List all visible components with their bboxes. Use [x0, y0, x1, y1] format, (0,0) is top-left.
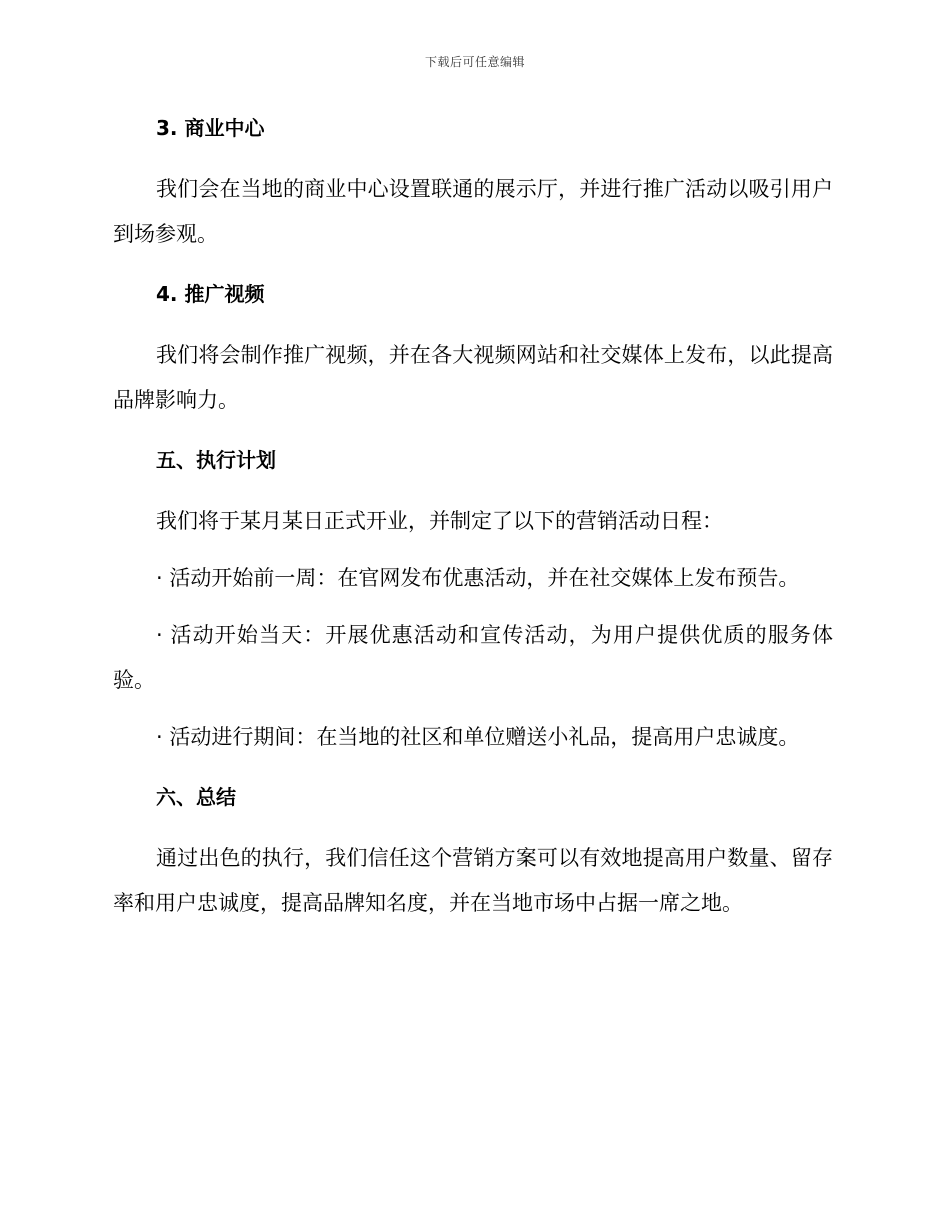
section-heading-promo-video: 4. 推广视频 [156, 282, 265, 306]
document-body [113, 112, 833, 926]
page-header: 下载后可任意编辑 [424, 55, 525, 69]
schedule-item: · 活动开始前一周：在官网发布优惠活动，并在社交媒体上发布预告。 [156, 566, 800, 590]
paragraph-commercial-center: 我们会在当地的商业中心设置联通的展示厅，并进行推广活动以吸引用户到场参观。 [113, 177, 833, 246]
paragraph-execution-intro: 我们将于某月某日正式开业，并制定了以下的营销活动日程： [156, 509, 723, 533]
schedule-item: · 活动进行期间：在当地的社区和单位赠送小礼品，提高用户忠诚度。 [156, 725, 800, 749]
section-heading-execution-plan: 五、执行计划 [156, 448, 276, 472]
section-heading-summary: 六、总结 [156, 785, 236, 809]
schedule-item: · 活动开始当天：开展优惠活动和宣传活动，为用户提供优质的服务体验。 [113, 623, 833, 692]
paragraph-promo-video: 我们将会制作推广视频，并在各大视频网站和社交媒体上发布，以此提高品牌影响力。 [113, 343, 833, 412]
paragraph-summary: 通过出色的执行，我们信任这个营销方案可以有效地提高用户数量、留存率和用户忠诚度，提高品牌知名度，并在当地市场中占据一席之地。 [113, 846, 833, 915]
section-heading-commercial-center: 3. 商业中心 [156, 116, 265, 140]
